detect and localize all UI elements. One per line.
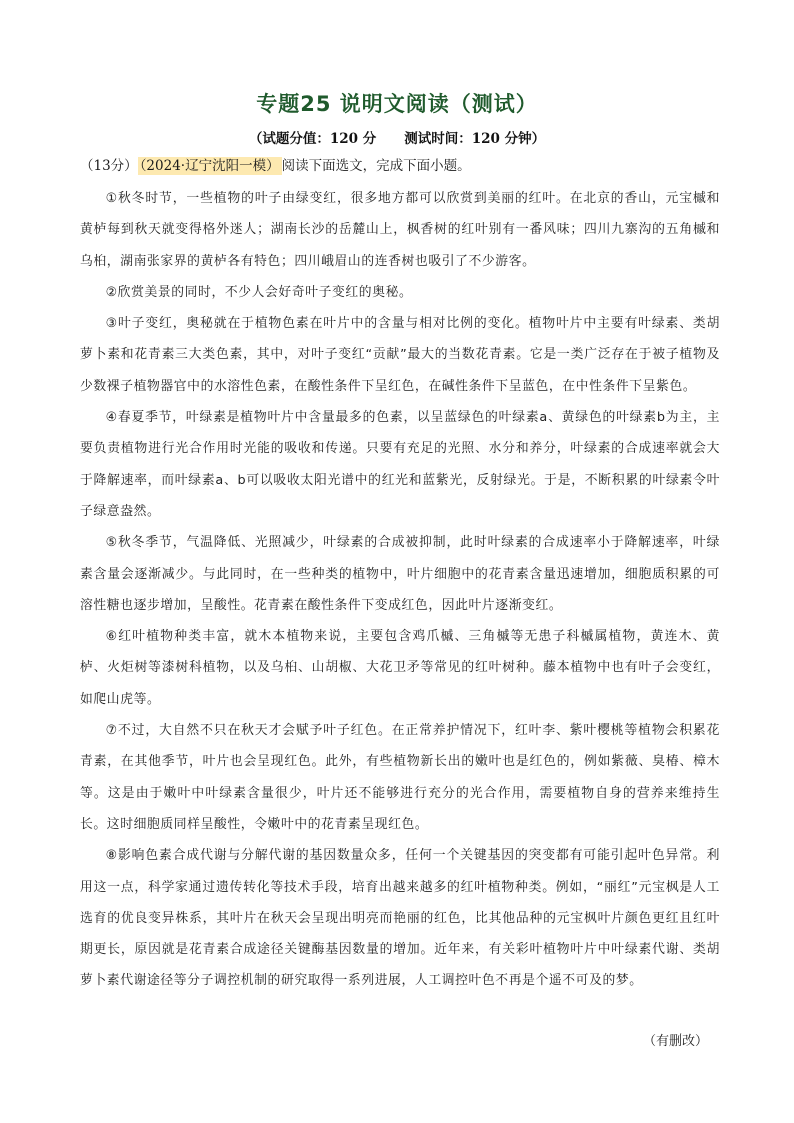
question-intro (80, 156, 720, 176)
question-instruction: 阅读下面选文，完成下面小题。 (281, 158, 471, 174)
paragraph-7: ⑦不过，大自然不只在秋天才会赋予叶子红色。在正常养护情况下，红叶李、紫叶樱桃等植物会积累花青素，在其他季节，叶片也会呈现红色。此外，有些植物新长出的嫩叶也是红色的，例如紫薇、臭椿、樟木等。这是由于嫩叶中叶绿素含量很少，叶片还不能够进行充分的光合作用，需要植物自身的营养来维持生长。这时细胞质同样呈酸性，令嫩叶中的花青素呈现红色。 (80, 723, 720, 832)
paragraph-8: ⑧影响色素合成代谢与分解代谢的基因数量众多，任何一个关键基因的突变都有可能引起叶色异常。利用这一点，科学家通过遗传转化等技术手段，培育出越来越多的红叶植物种类。例如，“丽红”元宝枫是人工选育的优良变异株系，其叶片在秋天会呈现出明亮而艳丽的红色，比其他品种的元宝枫叶片颜色更红且红叶期更长，原因就是花青素合成途径关键酶基因数量的增加。近年来，有关彩叶植物叶片中叶绿素代谢、类胡萝卜素代谢途径等分子调控机制的研究取得一系列进展，人工调控叶色不再是个遥不可及的梦。 (80, 848, 720, 989)
source-tag: （2024·辽宁沈阳一模） (139, 158, 280, 174)
question-points: （13分） (80, 158, 138, 174)
exam-meta (0, 127, 794, 147)
source-note: （有删改） (642, 1034, 708, 1049)
paragraph-2: ②欣赏美景的同时，不少人会好奇叶子变红的奥秘。 (105, 284, 413, 300)
paragraph-5: ⑤秋冬季节，气温降低、光照减少，叶绿素的合成被抑制，此时叶绿素的合成速率小于降解速率，叶绿素含量会逐渐减少。与此同时，在一些种类的植物中，叶片细胞中的花青素含量迅速增加，细胞质积累的可溶性糖也逐步增加，呈酸性。花青素在酸性条件下变成红色，因此叶片逐渐变红。 (80, 535, 720, 613)
paragraph-3: ③叶子变红，奥秘就在于植物色素在叶片中的含量与相对比例的变化。植物叶片中主要有叶绿素、类胡萝卜素和花青素三大类色素，其中，对叶子变红“贡献”最大的当数花青素。它是一类广泛存在于被子植物及少数裸子植物器官中的水溶性色素，在酸性条件下呈红色，在碱性条件下呈蓝色，在中性条件下呈紫色。 (80, 316, 720, 394)
page-title: 专题25 说明文阅读（测试） (256, 92, 538, 116)
paragraph-1: ①秋冬时节，一些植物的叶子由绿变红，很多地方都可以欣赏到美丽的红叶。在北京的香山，元宝槭和黄栌每到秋天就变得格外迷人；湖南长沙的岳麓山上，枫香树的红叶别有一番风味；四川九寨沟的五角槭和乌桕，湖南张家界的黄栌各有特色；四川峨眉山的连香树也吸引了不少游客。 (80, 191, 720, 269)
time-info: 测试时间：120 分钟） (404, 131, 546, 147)
score-info: （试题分值：120 分 (248, 131, 377, 147)
article-body (80, 183, 720, 997)
paragraph-6: ⑥红叶植物种类丰富，就木本植物来说，主要包含鸡爪槭、三角槭等无患子科槭属植物，黄连木、黄栌、火炬树等漆树科植物，以及乌桕、山胡椒、大花卫矛等常见的红叶树种。藤本植物中也有叶子会变红，如爬山虎等。 (80, 629, 720, 707)
paragraph-4: ④春夏季节，叶绿素是植物叶片中含量最多的色素，以呈蓝绿色的叶绿素a、黄绿色的叶绿素b为主，主要负责植物进行光合作用时光能的吸收和传递。只要有充足的光照、水分和养分，叶绿素的合成速率就会大于降解速率，而叶绿素a、b可以吸收太阳光谱中的红光和蓝紫光，反射绿光。于是，不断积累的叶绿素令叶子绿意盎然。 (80, 410, 720, 519)
